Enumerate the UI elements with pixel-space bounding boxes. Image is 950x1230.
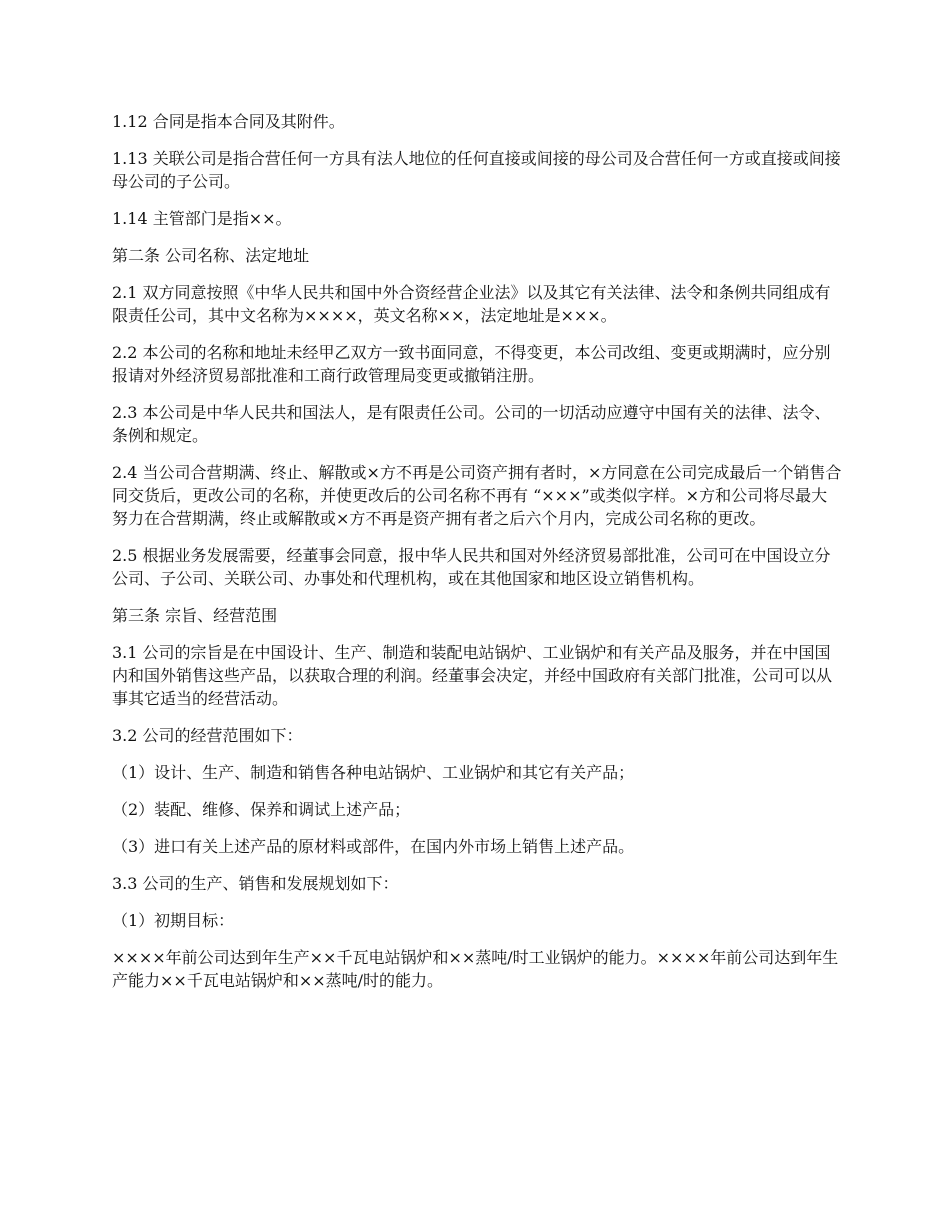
clause-1-14: 1.14 主管部门是指××。 xyxy=(112,209,292,228)
scope-item-2: （2）装配、维修、保养和调试上述产品； xyxy=(112,800,411,819)
scope-item-1: （1）设计、生产、制造和销售各种电站锅炉、工业锅炉和其它有关产品； xyxy=(112,763,635,782)
clause-2-4: 2.4 当公司合营期满、终止、解散或×方不再是公司资产拥有者时，×方同意在公司完成最后一个销售合同交货后，更改公司的名称，并使更改后的公司名称不再有 “×××”或类似字样。×方和公司将尽最大努力在合营期满，终止或解散或×方不再是资产拥有者之后六个月内，完成公司名称的更改。 xyxy=(112,463,842,528)
clause-2-5: 2.5 根据业务发展需要，经董事会同意，报中华人民共和国对外经济贸易部批准，公司可在中国设立分公司、子公司、关联公司、办事处和代理机构，或在其他国家和地区设立销售机构。 xyxy=(112,546,831,588)
clause-1-13: 1.13 关联公司是指合营任何一方具有法人地位的任何直接或间接的母公司及合营任何一方或直接或间接母公司的子公司。 xyxy=(112,149,841,191)
clause-2-1: 2.1 双方同意按照《中华人民共和国中外合资经营企业法》以及其它有关法律、法令和条例共同组成有限责任公司，其中文名称为××××，英文名称××，法定地址是×××。 xyxy=(112,283,831,325)
article-3-heading: 第三条 宗旨、经营范围 xyxy=(112,606,278,625)
clause-3-1: 3.1 公司的宗旨是在中国设计、生产、制造和装配电站锅炉、工业锅炉和有关产品及服务，并在中国国内和国外销售这些产品，以获取合理的利润。经董事会决定，并经中国政府有关部门批准，公司可以从事其它适当的经营活动。 xyxy=(112,643,833,708)
document-body xyxy=(112,110,842,1006)
scope-item-3: （3）进口有关上述产品的原材料或部件，在国内外市场上销售上述产品。 xyxy=(112,837,635,856)
clause-1-12: 1.12 合同是指本合同及其附件。 xyxy=(112,112,345,131)
plan-item-1-body: ××××年前公司达到年生产××千瓦电站锅炉和××蒸吨/时工业锅炉的能力。××××年前公司达到年生产能力××千瓦电站锅炉和××蒸吨/时的能力。 xyxy=(112,948,839,990)
plan-item-1-heading: （1）初期目标： xyxy=(112,911,235,930)
clause-2-2: 2.2 本公司的名称和地址未经甲乙双方一致书面同意，不得变更，本公司改组、变更或期满时，应分别报请对外经济贸易部批准和工商行政管理局变更或撤销注册。 xyxy=(112,343,831,385)
clause-2-3: 2.3 本公司是中华人民共和国法人，是有限责任公司。公司的一切活动应遵守中国有关的法律、法令、条例和规定。 xyxy=(112,403,831,445)
clause-3-2: 3.2 公司的经营范围如下： xyxy=(112,726,303,745)
article-2-heading: 第二条 公司名称、法定地址 xyxy=(112,246,310,265)
clause-3-3: 3.3 公司的生产、销售和发展规划如下： xyxy=(112,874,399,893)
